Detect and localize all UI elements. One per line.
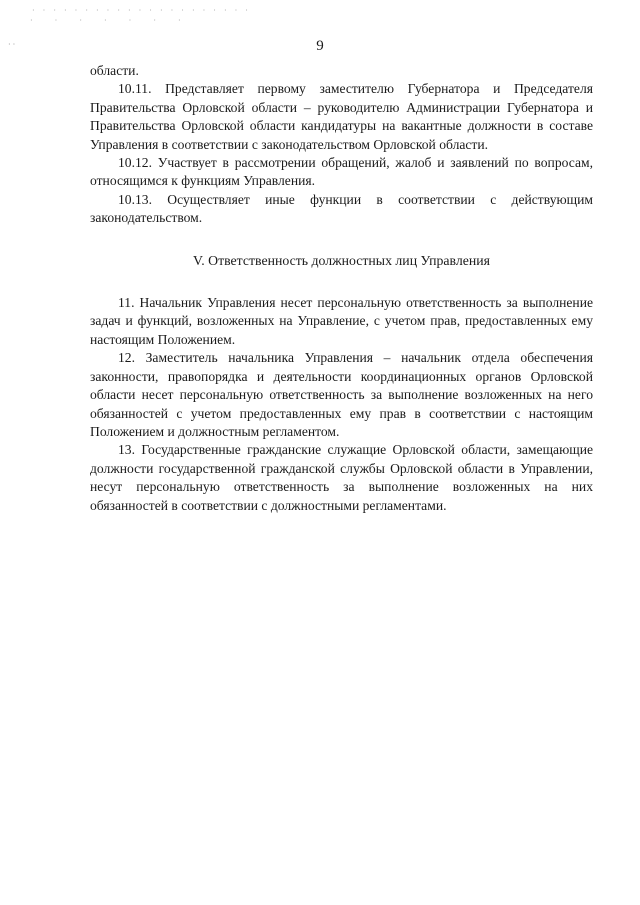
document-body — [90, 62, 593, 515]
paragraph-continuation: области. — [90, 63, 139, 78]
page-number: 9 — [316, 38, 324, 54]
paragraph-10-12: 10.12. Участвует в рассмотрении обращений, жалоб и заявлений по вопросам, относящимся к функциям Управления. — [90, 155, 593, 189]
scan-artifact-dots: · · · · · · · · · · · · · · · · · · · · · — [32, 6, 251, 15]
section-heading: V. Ответственность должностных лиц Управления — [193, 252, 490, 268]
scan-artifact-dots: · · · · · · · — [30, 16, 191, 25]
paragraph-10-11: 10.11. Представляет первому заместителю Губернатора и Председателя Правительства Орловской области – руководителю Администрации Губернатора и Правительства Орловской области кандидатуры на вакантные должности в составе Управления в соответствии с законодательством Орловской области. — [90, 81, 593, 152]
paragraph-13: 13. Государственные гражданские служащие Орловской области, замещающие должности государственной гражданской службы Орловской области в Управлении, несут персональную ответственность за выполнение возложенных на них обязанностей в соответствии с должностными регламентами. — [90, 442, 593, 513]
paragraph-12: 12. Заместитель начальника Управления – начальник отдела обеспечения законности, правопорядка и деятельности координационных органов Орловской области несет персональную ответственность за выполнение возложенных на него обязанностей с учетом предоставленных ему прав в соответствии с настоящим Положением и должностным регламентом. — [90, 350, 593, 439]
scan-artifact-mark: · · — [8, 40, 16, 49]
paragraph-11: 11. Начальник Управления несет персональную ответственность за выполнение задач и функций, возложенных на Управление, с учетом прав, предоставленных ему настоящим Положением. — [90, 295, 593, 347]
paragraph-10-13: 10.13. Осуществляет иные функции в соответствии с действующим законодательством. — [90, 191, 593, 226]
